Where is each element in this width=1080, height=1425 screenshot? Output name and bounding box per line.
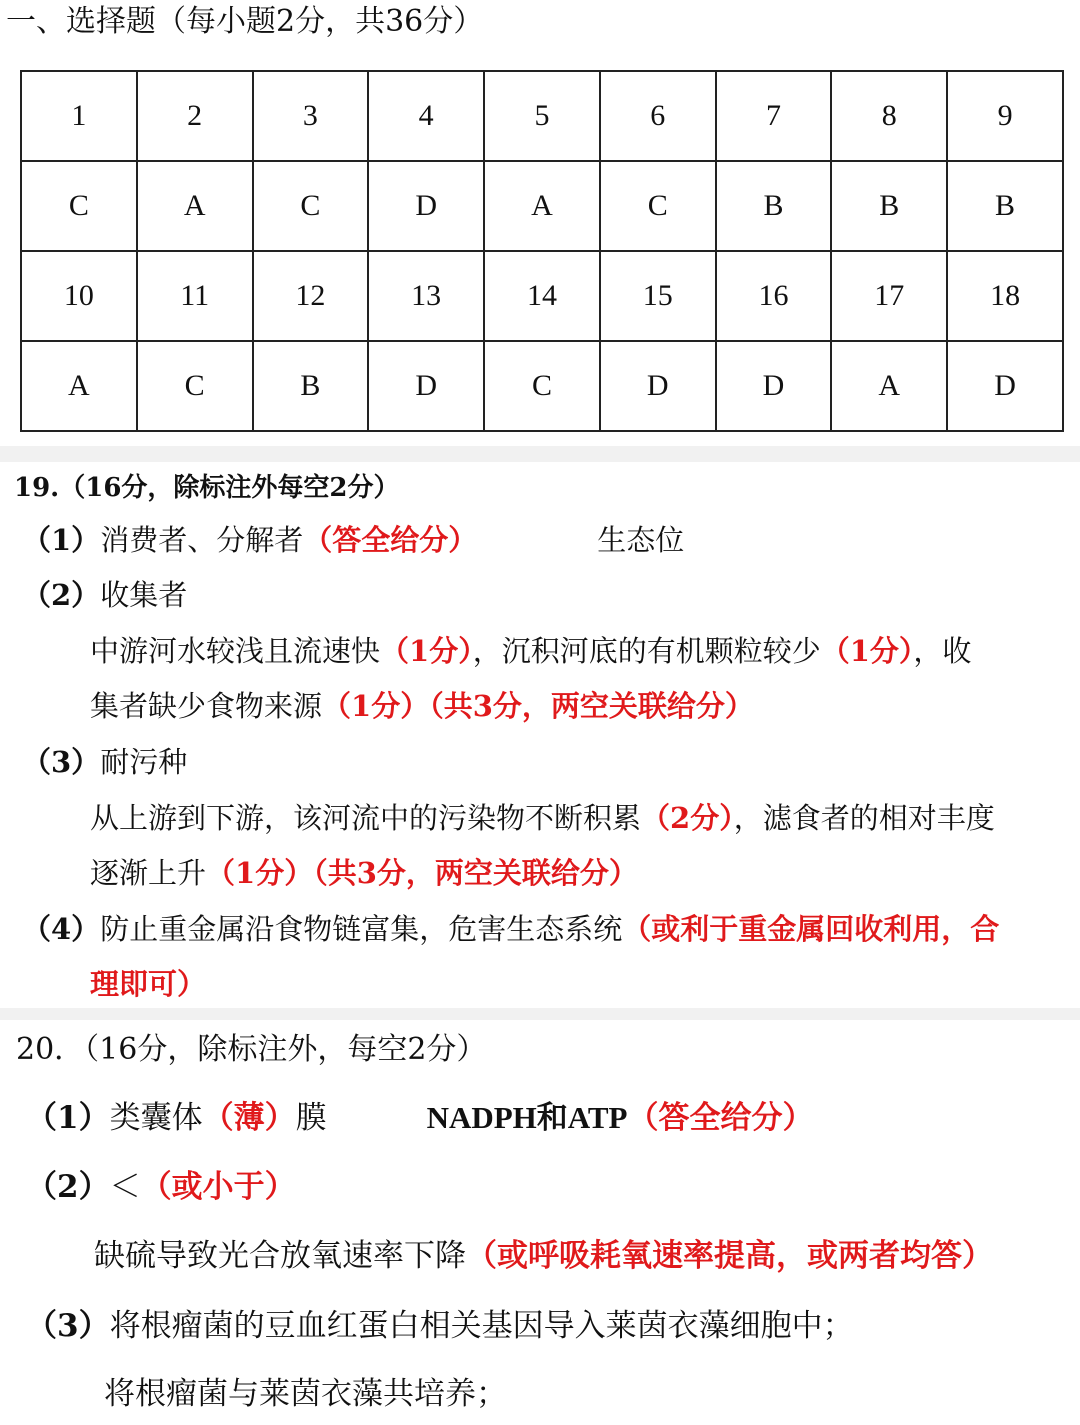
question-number-row	[21, 71, 1063, 161]
divider-band-2	[0, 1008, 1080, 1020]
q20-part3	[26, 1304, 854, 1348]
q19-p2-l1-b: （1分）	[380, 634, 473, 668]
q20-p1-note-a: （薄）	[202, 1100, 296, 1136]
q19-p1-text2: 生态位	[597, 523, 685, 557]
answer-row	[21, 161, 1063, 251]
question-number-cell: 12	[253, 251, 369, 341]
q20-p2-l2-a: 缺硫导致光合放氧速率下降	[94, 1238, 466, 1274]
question-number-cell: 16	[716, 251, 832, 341]
q19-part1	[22, 518, 684, 562]
answer-cell: D	[947, 341, 1063, 431]
answer-cell: D	[368, 161, 484, 251]
q19-p2-l2-a: 集者缺少食物来源	[90, 689, 323, 723]
question-number-cell: 2	[137, 71, 253, 161]
q20-p1-note-c: （答全给分）	[627, 1100, 814, 1136]
q20-p2-l2-b: （或呼吸耗氧速率提高，或两者均答）	[466, 1238, 993, 1274]
q19-p2-l1-c: ，沉积河底的有机颗粒较少	[472, 634, 821, 668]
q19-p4-note1: （或利于重金属回收利用，合	[622, 912, 1000, 946]
q20-p1-text-b: 膜	[295, 1100, 327, 1136]
section-title: 一、选择题（每小题2分，共36分）	[6, 4, 484, 39]
q19-p2-l1-a: 中游河水较浅且流速快	[90, 634, 381, 668]
question-number-cell: 11	[137, 251, 253, 341]
q20-p3-text1: 将根瘤菌的豆血红蛋白相关基因导入莱茵衣藻细胞中；	[109, 1308, 854, 1344]
q19-part3	[22, 740, 187, 784]
q19-p4-label: （4）	[22, 912, 101, 946]
question-number-cell: 17	[831, 251, 947, 341]
q19-p3-l1-b: （2分）	[641, 801, 734, 835]
divider-band	[0, 446, 1080, 462]
answer-cell: C	[137, 341, 253, 431]
question-number-cell: 13	[368, 251, 484, 341]
answer-cell: D	[368, 341, 484, 431]
question-number-cell: 18	[947, 251, 1063, 341]
q19-p3-l2-a: 逐渐上升	[90, 856, 207, 890]
answer-cell: C	[21, 161, 137, 251]
q19-p3-l2-b: （1分）（共3分，两空关联给分）	[206, 856, 638, 890]
q20-p1-text-c: NADPH和ATP	[426, 1100, 628, 1135]
answer-cell: D	[716, 341, 832, 431]
answer-table	[20, 70, 1064, 432]
question-number-cell: 4	[368, 71, 484, 161]
q20-part2	[26, 1165, 296, 1209]
q19-part2-line2	[90, 684, 754, 728]
answer-cell: C	[253, 161, 369, 251]
q19-part4-line2	[90, 962, 206, 1006]
answer-cell: A	[831, 341, 947, 431]
answer-cell: B	[253, 341, 369, 431]
q19-p1-note: （答全给分）	[303, 523, 478, 557]
answer-cell: A	[137, 161, 253, 251]
q19-part2-line1	[90, 629, 971, 673]
answer-cell: B	[716, 161, 832, 251]
question-number-cell: 6	[600, 71, 716, 161]
answer-row	[21, 341, 1063, 431]
q19-part2	[22, 573, 187, 617]
question-number-cell: 5	[484, 71, 600, 161]
answer-cell: D	[600, 341, 716, 431]
question-number-cell: 10	[21, 251, 137, 341]
question-number-cell: 7	[716, 71, 832, 161]
q20-p3-label: （3）	[26, 1308, 110, 1344]
q20-p2-text: ＜	[109, 1169, 141, 1205]
question-number-row	[21, 251, 1063, 341]
question-number-cell: 8	[831, 71, 947, 161]
q20-p2-label: （2）	[26, 1169, 110, 1205]
answer-cell: B	[831, 161, 947, 251]
q20-header: 20．（16分，除标注外，每空2分）	[16, 1032, 487, 1067]
q20-part3-line2	[104, 1372, 507, 1416]
q19-part4	[22, 907, 999, 951]
q19-p2-text: 收集者	[100, 578, 188, 612]
question-number-cell: 3	[253, 71, 369, 161]
q19-p2-l1-d: （1分）	[820, 634, 914, 668]
answer-cell: A	[484, 161, 600, 251]
q19-part3-line2	[90, 851, 638, 895]
q19-p2-l1-e: ，收	[913, 634, 972, 668]
q20-p1-text-a: 类囊体	[109, 1100, 203, 1136]
q20-p2-note: （或小于）	[140, 1169, 296, 1205]
q19-p4-note2: 理即可）	[90, 967, 207, 1001]
question-number-cell: 9	[947, 71, 1063, 161]
q19-p1-label: （1）	[22, 523, 101, 557]
q20-p1-label: （1）	[26, 1100, 110, 1136]
q19-p1-text: 消费者、分解者	[100, 523, 304, 557]
q19-header: 19.（16分，除标注外每空2分）	[14, 473, 400, 503]
q20-part2-line2	[94, 1234, 993, 1278]
q19-p2-l2-b: （1分）（共3分，两空关联给分）	[322, 689, 754, 723]
answer-cell: A	[21, 341, 137, 431]
q20-p3-text2: 将根瘤菌与莱茵衣藻共培养；	[104, 1376, 507, 1412]
question-number-cell: 15	[600, 251, 716, 341]
answer-cell: C	[484, 341, 600, 431]
q19-p2-label: （2）	[22, 578, 101, 612]
q19-p3-l1-c: ，滤食者的相对丰度	[733, 801, 995, 835]
answer-cell: B	[947, 161, 1063, 251]
question-number-cell: 14	[484, 251, 600, 341]
q19-part3-line1	[90, 796, 995, 840]
q19-p3-text: 耐污种	[100, 745, 188, 779]
q19-p3-label: （3）	[22, 745, 101, 779]
answer-cell: C	[600, 161, 716, 251]
q19-p3-l1-a: 从上游到下游，该河流中的污染物不断积累	[90, 801, 642, 835]
q20-part1	[26, 1096, 814, 1140]
q19-p4-text: 防止重金属沿食物链富集，危害生态系统	[100, 912, 623, 946]
question-number-cell: 1	[21, 71, 137, 161]
